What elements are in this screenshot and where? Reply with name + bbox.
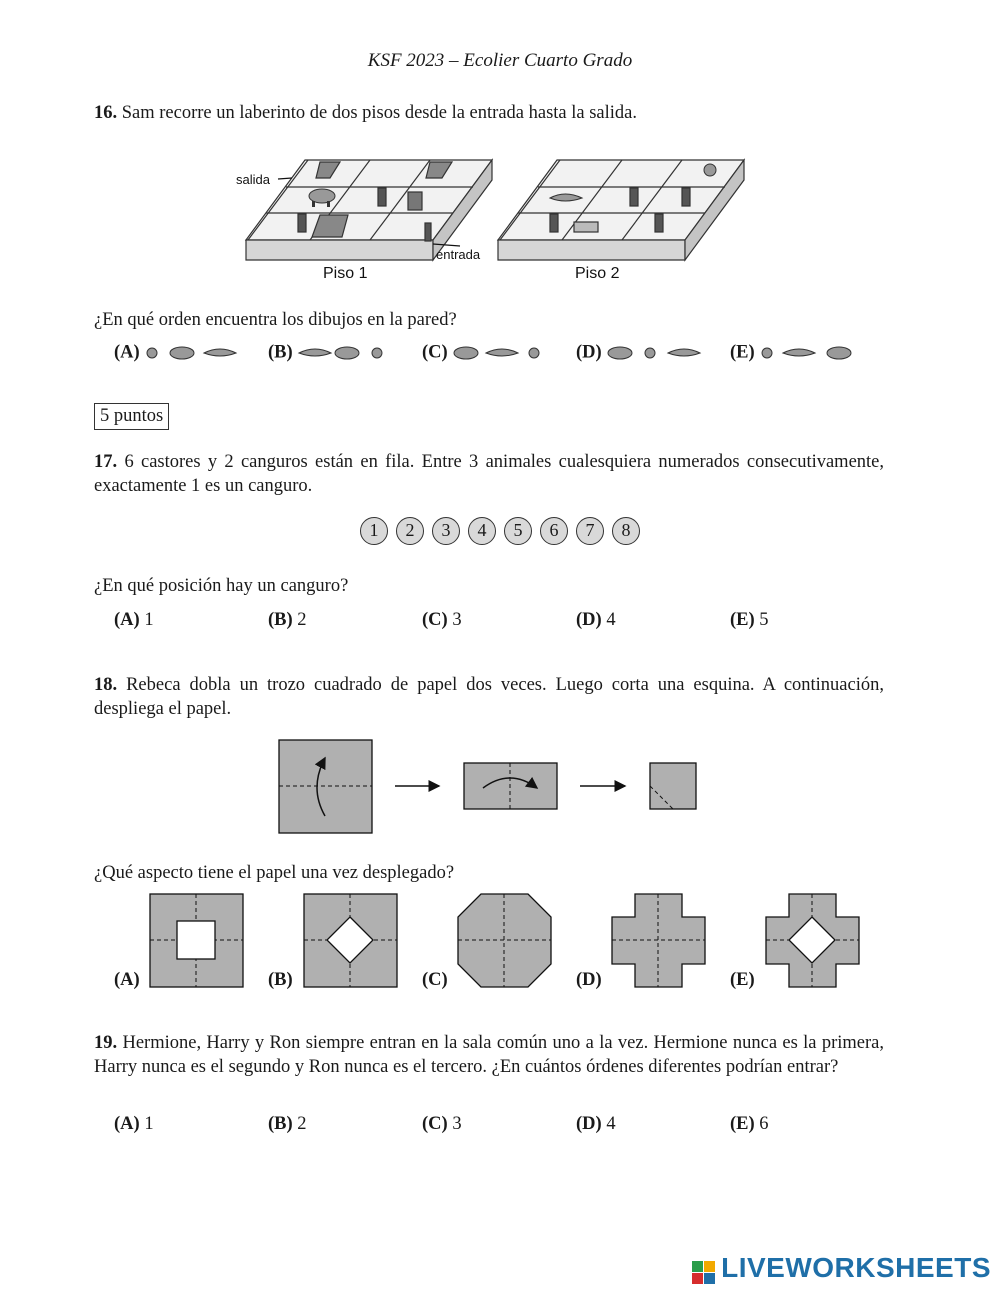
shark-icon (668, 349, 700, 356)
question-number: 16. (94, 103, 118, 123)
floor-1-label: Piso 1 (323, 265, 368, 282)
rhino-icon (454, 347, 478, 359)
q19-option-e[interactable]: (E) 6 (730, 1114, 769, 1134)
q16-option-a[interactable]: (A) (114, 342, 244, 364)
page-header: KSF 2023 – Ecolier Cuarto Grado (367, 50, 633, 71)
question-text: Hermione, Harry y Ron siempre entran en la sala común uno a la vez. Hermione nunca es la primera, Harry nunca es el segundo y Ron nunca es el tercero. ¿En cuántos órdenes diferentes podrían entrar? (94, 1033, 884, 1077)
frog-icon (762, 348, 772, 358)
question-18-prompt: ¿Qué aspecto tiene el papel una vez desplegado? (94, 863, 455, 883)
rhino-icon (827, 347, 851, 359)
q16-option-c[interactable]: (C) (422, 342, 552, 364)
logo-mark-icon (692, 1259, 716, 1287)
q17-option-a[interactable]: (A) 1 (114, 610, 154, 630)
frog-icon (147, 348, 157, 358)
position-circle: 7 (576, 517, 604, 545)
question-18 (94, 673, 884, 721)
paper-small-square (650, 763, 696, 809)
question-number: 19. (94, 1033, 118, 1053)
frog-icon (529, 348, 539, 358)
question-number: 18. (94, 675, 118, 695)
q16-option-b[interactable]: (B) (268, 342, 397, 364)
cross-diamond-hole-shape (764, 892, 862, 990)
position-circle: 2 (396, 517, 424, 545)
shark-icon (486, 349, 518, 356)
maze-illustration (230, 150, 760, 285)
question-19 (94, 1031, 884, 1079)
q19-option-a[interactable]: (A) 1 (114, 1114, 154, 1134)
octagon-shape (456, 892, 554, 990)
square-hole-shape (148, 892, 246, 990)
question-17 (94, 450, 884, 498)
question-17-prompt: ¿En qué posición hay un canguro? (94, 576, 349, 596)
q19-option-c[interactable]: (C) 3 (422, 1114, 462, 1134)
rhino-icon (608, 347, 632, 359)
question-text: Sam recorre un laberinto de dos pisos desde la entrada hasta la salida. (121, 103, 638, 123)
position-circle: 3 (432, 517, 460, 545)
paper-square (279, 740, 372, 833)
q16-option-d[interactable]: (D) (576, 342, 706, 364)
q19-option-d[interactable]: (D) 4 (576, 1114, 616, 1134)
q17-option-d[interactable]: (D) 4 (576, 610, 616, 630)
cross-shape (610, 892, 708, 990)
frog-icon (645, 348, 655, 358)
frog-icon (372, 348, 382, 358)
exit-arrow (278, 178, 292, 179)
position-circle: 4 (468, 517, 496, 545)
rhino-icon (170, 347, 194, 359)
paper-rectangle (464, 763, 557, 809)
logo-text: LIVEWORKSHEETS (721, 1252, 992, 1283)
shark-icon (783, 349, 815, 356)
points-badge: 5 puntos (94, 403, 169, 430)
position-circle: 5 (504, 517, 532, 545)
liveworksheets-logo (692, 1252, 991, 1287)
question-text: Rebeca dobla un trozo cuadrado de papel dos veces. Luego corta una esquina. A continuación, despliega el papel. (94, 675, 884, 719)
diamond-hole-shape (302, 892, 400, 990)
numbered-circles (360, 517, 644, 545)
position-circle: 8 (612, 517, 640, 545)
question-number: 17. (94, 452, 118, 472)
q16-option-e[interactable]: (E) (730, 342, 859, 364)
question-16-prompt: ¿En qué orden encuentra los dibujos en la pared? (94, 310, 457, 330)
position-circle: 1 (360, 517, 388, 545)
question-text: 6 castores y 2 canguros están en fila. Entre 3 animales cualesquiera numerados consecutivamente, exactamente 1 es un canguro. (94, 452, 885, 496)
q17-option-b[interactable]: (B) 2 (268, 610, 307, 630)
exit-label: salida (236, 172, 270, 187)
folding-sequence (275, 736, 705, 836)
rhino-icon (335, 347, 359, 359)
position-circle: 6 (540, 517, 568, 545)
shark-icon (299, 349, 331, 356)
frog-drawing (704, 164, 716, 176)
q19-option-b[interactable]: (B) 2 (268, 1114, 307, 1134)
floor-2-label: Piso 2 (575, 265, 620, 282)
shark-icon (204, 349, 236, 356)
entrance-label: entrada (436, 247, 481, 262)
maze-floor-1 (246, 160, 492, 260)
q17-option-e[interactable]: (E) 5 (730, 610, 769, 630)
question-16 (94, 101, 884, 125)
q17-option-c[interactable]: (C) 3 (422, 610, 462, 630)
